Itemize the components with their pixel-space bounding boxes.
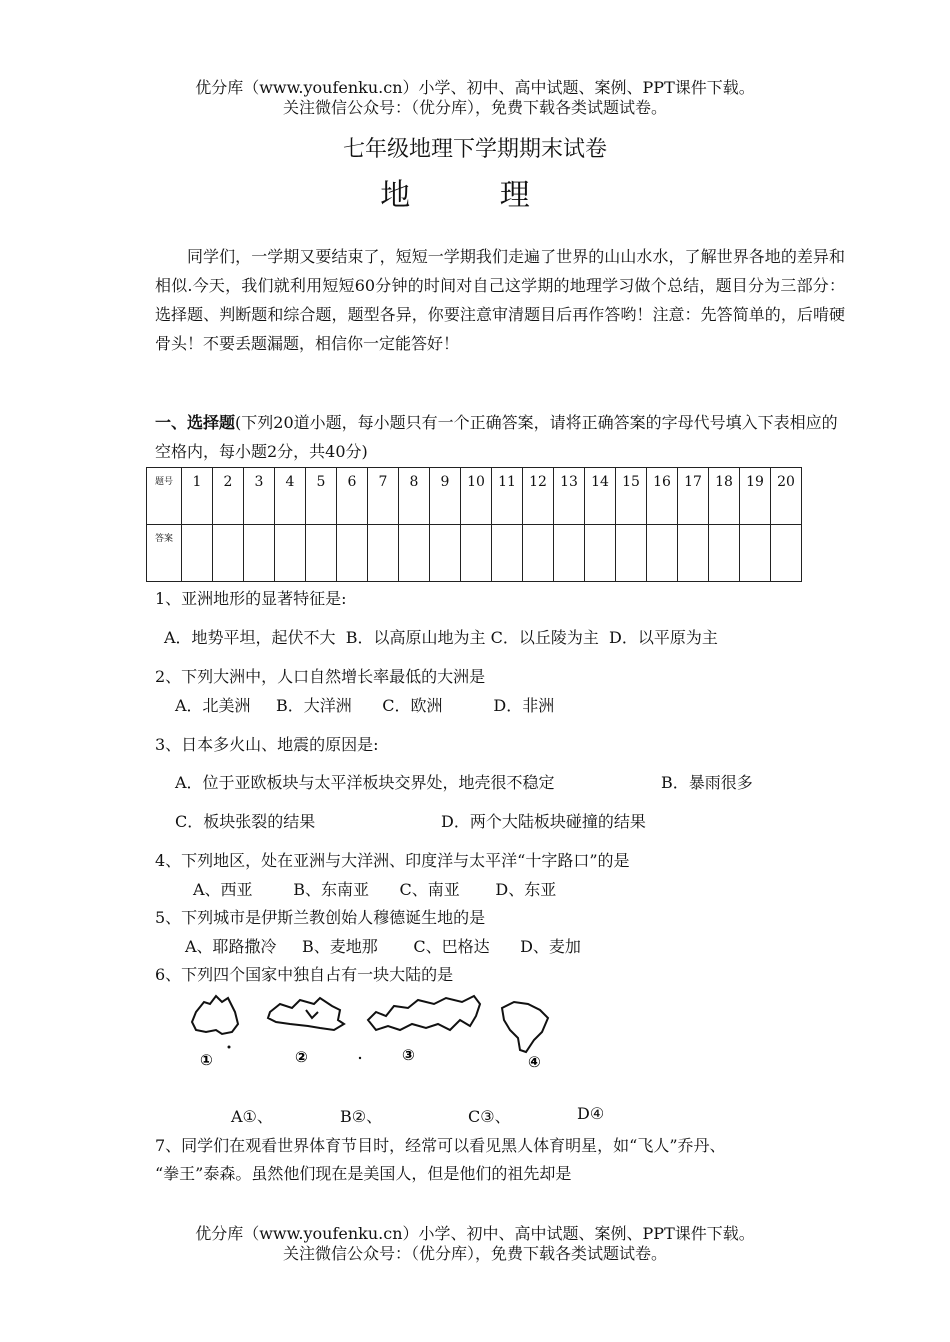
- country-maps-figure: [180, 990, 560, 1080]
- question-3-option-b: B．暴雨很多: [661, 773, 753, 792]
- answer-cell[interactable]: [182, 525, 213, 582]
- section-1-desc: (下列20道小题，每小题只有一个正确答案，请将正确答案的字母代号填入下表相应的空格内，每小题2分，共40分): [155, 413, 838, 461]
- table-cell-number: 19: [740, 468, 771, 525]
- table-cell-number: 10: [461, 468, 492, 525]
- question-6-option-b: B②、: [340, 1107, 383, 1126]
- answer-table: [146, 467, 802, 582]
- answer-cell[interactable]: [523, 525, 554, 582]
- answer-cell[interactable]: [399, 525, 430, 582]
- question-6-option-d: D④: [577, 1104, 605, 1123]
- question-6-option-a: A①、: [231, 1107, 273, 1126]
- header-line-1: 优分库（www.youfenku.cn）小学、初中、高中试题、案例、PPT课件下载。: [195, 78, 755, 97]
- question-5: 5、下列城市是伊斯兰教创始人穆德诞生地的是: [155, 908, 486, 927]
- map-label-3: ③: [402, 1046, 415, 1064]
- footer-line-2: 关注微信公众号：（优分库），免费下载各类试题试卷。: [282, 1244, 667, 1263]
- subject-title: 地 理: [380, 178, 570, 213]
- intro-paragraph: 同学们，一学期又要结束了，短短一学期我们走遍了世界的山山水水，了解世界各地的差异和相似.今天，我们就利用短短60分钟的时间对自己这学期的地理学习做个总结，题目分为三部分：选择题、判断题和综合题，题型各异，你要注意审清题目后再作答哟！注意：先答简单的，后啃硬骨头！不要丢题漏题，相信你一定能答好！: [155, 247, 845, 353]
- section-1-heading: [155, 408, 845, 466]
- table-cell-number: 17: [678, 468, 709, 525]
- answer-cell[interactable]: [678, 525, 709, 582]
- table-cell-number: 9: [430, 468, 461, 525]
- question-3-option-a: A．位于亚欧板块与太平洋板块交界处，地壳很不稳定: [175, 773, 555, 792]
- table-cell-number: 14: [585, 468, 616, 525]
- question-1-options: A．地势平坦，起伏不大 B．以高原山地为主 C．以丘陵为主 D．以平原为主: [164, 628, 718, 647]
- answer-cell[interactable]: [306, 525, 337, 582]
- answer-cell[interactable]: [585, 525, 616, 582]
- map-label-4: ④: [528, 1053, 541, 1071]
- question-6-option-c: C③、: [468, 1107, 511, 1126]
- australia-map-outline: [192, 996, 238, 1034]
- table-row-answers: [147, 525, 802, 582]
- question-3: 3、日本多火山、地震的原因是:: [155, 735, 379, 754]
- answer-cell[interactable]: [368, 525, 399, 582]
- canada-map-outline: [268, 998, 344, 1030]
- russia-map-outline: [368, 996, 480, 1030]
- question-4-options: A、西亚 B、东南亚 C、南亚 D、东亚: [193, 880, 557, 899]
- answer-cell[interactable]: [275, 525, 306, 582]
- answer-cell[interactable]: [461, 525, 492, 582]
- answer-cell[interactable]: [213, 525, 244, 582]
- question-1: 1、亚洲地形的显著特征是:: [155, 589, 347, 608]
- question-7-line-1: 7、同学们在观看世界体育节目时，经常可以看见黑人体育明星，如“飞人”乔丹、: [155, 1136, 726, 1155]
- question-4: 4、下列地区，处在亚洲与大洋洲、印度洋与太平洋“十字路口”的是: [155, 851, 630, 870]
- answer-cell[interactable]: [709, 525, 740, 582]
- table-cell-number: 2: [213, 468, 244, 525]
- table-cell-number: 16: [647, 468, 678, 525]
- table-cell-number: 20: [771, 468, 802, 525]
- table-cell-number: 13: [554, 468, 585, 525]
- brazil-map-outline: [502, 1002, 548, 1052]
- table-cell-number: 12: [523, 468, 554, 525]
- table-cell-number: 5: [306, 468, 337, 525]
- question-3-option-d: D．两个大陆板块碰撞的结果: [441, 812, 646, 831]
- answer-cell[interactable]: [740, 525, 771, 582]
- map-label-2: ②: [295, 1048, 308, 1066]
- question-3-option-c: C．板块张裂的结果: [175, 812, 316, 831]
- question-6: 6、下列四个国家中独自占有一块大陆的是: [155, 965, 454, 984]
- table-row-numbers: [147, 468, 802, 525]
- answer-cell[interactable]: [430, 525, 461, 582]
- table-cell-number: 7: [368, 468, 399, 525]
- table-cell-number: 18: [709, 468, 740, 525]
- answer-cell[interactable]: [771, 525, 802, 582]
- answer-cell[interactable]: [554, 525, 585, 582]
- table-cell-number: 4: [275, 468, 306, 525]
- question-5-options: A、耶路撒冷 B、麦地那 C、巴格达 D、麦加: [185, 937, 581, 956]
- table-cell-number: 6: [337, 468, 368, 525]
- table-cell-number: 1: [182, 468, 213, 525]
- table-cell-number: 8: [399, 468, 430, 525]
- answer-cell[interactable]: [647, 525, 678, 582]
- map-label-1: ①: [200, 1051, 213, 1069]
- row-label-answer: 答案: [147, 525, 182, 582]
- question-2-options: A．北美洲 B．大洋洲 C．欧洲 D．非洲: [175, 696, 555, 715]
- answer-cell[interactable]: [616, 525, 647, 582]
- question-7-line-2: “拳王”泰森。虽然他们现在是美国人，但是他们的祖先却是: [155, 1164, 572, 1183]
- exam-title: 七年级地理下学期期末试卷: [342, 137, 607, 162]
- answer-cell[interactable]: [492, 525, 523, 582]
- table-cell-number: 3: [244, 468, 275, 525]
- header-line-2: 关注微信公众号：（优分库），免费下载各类试题试卷。: [282, 98, 667, 117]
- footer-line-1: 优分库（www.youfenku.cn）小学、初中、高中试题、案例、PPT课件下载。: [195, 1224, 755, 1243]
- answer-cell[interactable]: [244, 525, 275, 582]
- row-label-number: 题号: [147, 468, 182, 525]
- table-cell-number: 11: [492, 468, 523, 525]
- table-cell-number: 15: [616, 468, 647, 525]
- answer-cell[interactable]: [337, 525, 368, 582]
- section-1-label: 一、选择题: [155, 413, 236, 432]
- question-2: 2、下列大洲中，人口自然增长率最低的大洲是: [155, 667, 486, 686]
